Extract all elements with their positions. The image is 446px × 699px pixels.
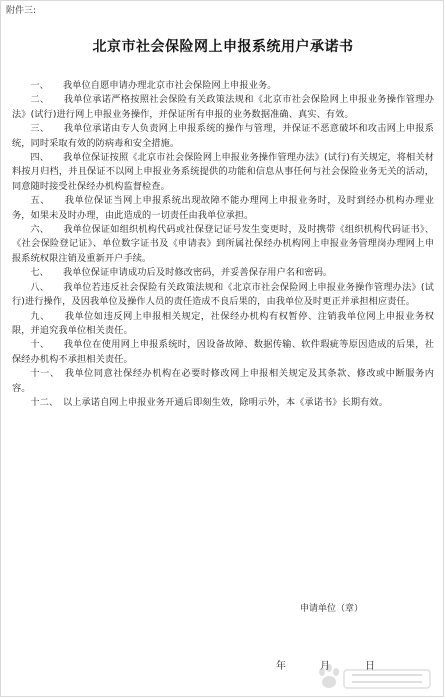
clause-6: 六、 我单位保证如组织机构代码或社保登记证号发生变更时，及时携带《组织机构代码证书》、《社会保险登记证》、单位数字证书及《申请表》到所属社保经办机构网上申报业务管理岗办理网上申报系统权限注销及重新开户手续。 (12, 224, 434, 264)
commitment-body (12, 79, 434, 410)
attachment-label: 附件三: (6, 6, 37, 16)
clause-9: 九、 我单位如违反网上申报相关规定，社保经办机构有权暂停、注销我单位网上申报业务权限，并追究我单位相关责任。 (12, 310, 434, 336)
document-title: 北京市社会保险网上申报系统用户承诺书 (92, 39, 354, 55)
date-day-label: 日 (365, 661, 375, 672)
clause-3: 三、 我单位承诺由专人负责网上申报系统的操作与管理，并保证不恶意破坏和攻击网上申报系统，同时采取有效的防病毒和安全措施。 (12, 123, 434, 149)
clause-7: 七、 我单位保证申请成功后及时修改密码，并妥善保存用户名和密码。 (30, 267, 333, 279)
applicant-signature-label: 申请单位（章） (300, 604, 364, 614)
clause-4: 四、 我单位保证按照《北京市社会保险网上申报业务操作管理办法》(试行)有关规定，将相关材料按月归档，并且保证不以网上申报业务系统提供的功能和信息从事任何与社会保险业务无关的活动，同意随时接受社保经办机构监督检查。 (12, 152, 434, 192)
date-month-label: 月 (320, 661, 330, 672)
watermark-logo-icon (316, 664, 434, 694)
clause-11: 十一、 我单位同意社保经办机构在必要时修改网上申报相关规定及其条款、修改或中断服务内容。 (12, 368, 434, 394)
clause-12: 十二、 以上承诺自网上申报业务开通后即刻生效，除明示外，本《承诺书》长期有效。 (30, 396, 389, 408)
clause-10: 十、 我单位在使用网上申报系统时，因设备故障、数据传输、软件瑕疵等原因造成的后果，社保经办机构不承担相关责任。 (12, 339, 434, 365)
date-year-label: 年 (276, 661, 286, 672)
clause-1: 一、 我单位自愿申请办理北京市社会保险网上申报业务。 (30, 80, 277, 91)
clause-2: 二、 我单位承诺严格按照社会保险有关政策法规和《北京市社会保险网上申报业务操作管理办法》(试行)进行网上申报业务操作，并保证所有申报的业务数据准确、真实、有效。 (12, 94, 434, 120)
clause-8: 八、 我单位若违反社会保险有关政策法规和《北京市社会保险网上申报业务操作管理办法》(试行)进行操作，及因我单位及操作人员的责任造成不良后果的，由我单位及时更正并承担相应责任。 (12, 281, 434, 308)
clause-5: 五、 我单位保证当网上申报系统出现故障不能办理网上申报业务时，及时到经办机构办理业务，如果未及时办理，由此造成的一切责任由我单位承担。 (12, 195, 434, 221)
